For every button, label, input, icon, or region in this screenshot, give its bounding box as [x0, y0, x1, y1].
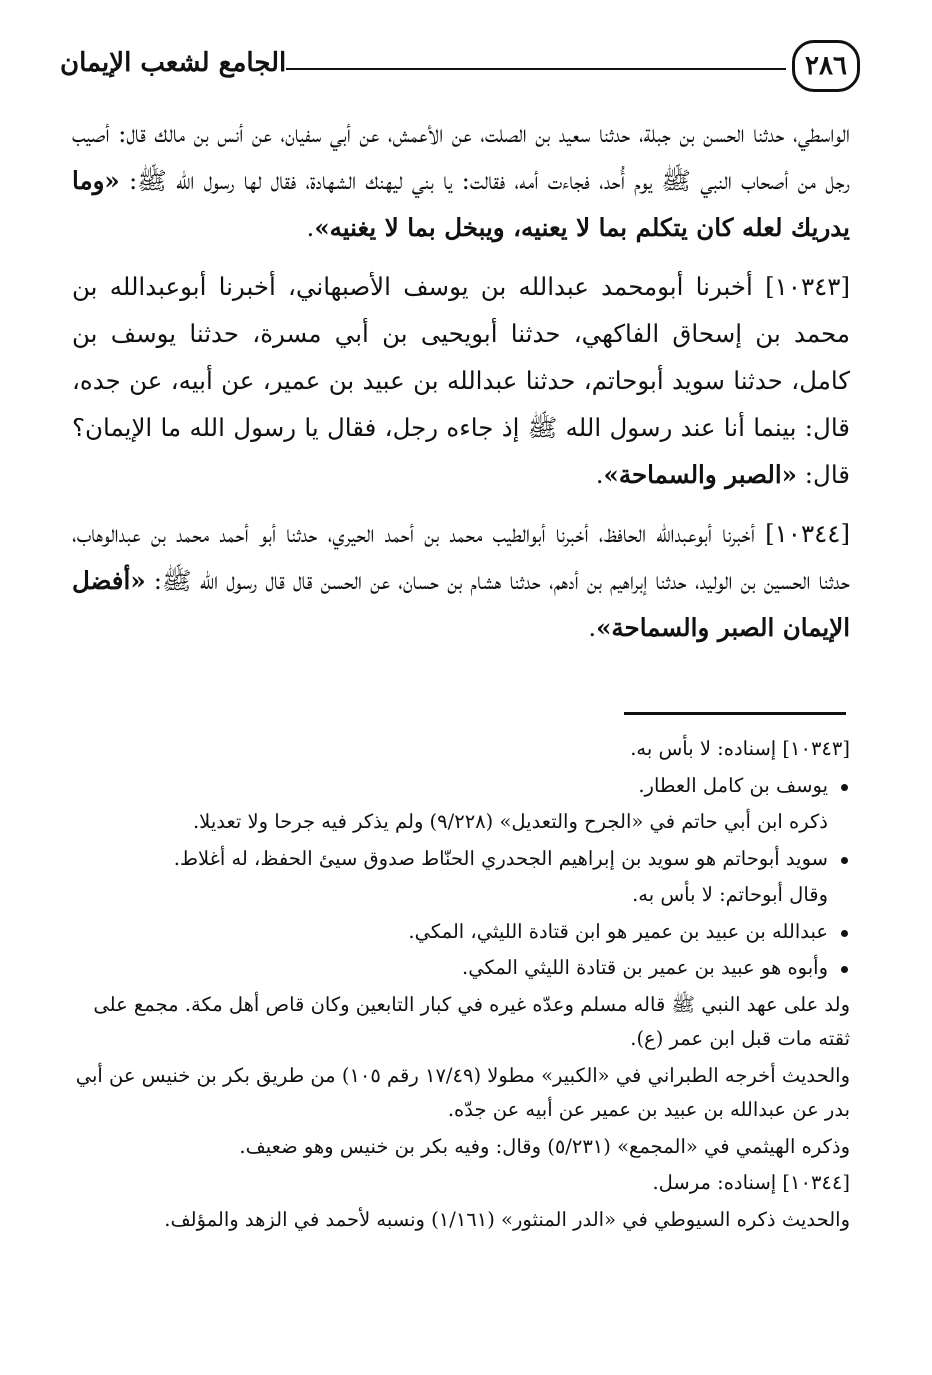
footnote-bullet	[72, 951, 850, 986]
paragraph-hadith-10343	[72, 263, 850, 498]
hadith-quote: «الصبر والسماحة»	[603, 460, 797, 489]
paragraph-hadith-10344	[72, 510, 850, 651]
hadith-end: .	[595, 460, 604, 489]
footnotes	[72, 732, 850, 1239]
footnote-bullet	[72, 769, 850, 804]
hadith-text: [١٠٣٤٣] أخبرنا أبومحمد عبدالله بن يوسف الأصبهاني، أخبرنا أبوعبدالله بن محمد بن إسحاق الفاكهي، حدثنا أبويحيى بن أبي مسرة، حدثنا يوسف بن كامل، حدثنا سويد أبوحاتم، حدثنا عبدالله بن عبيد بن عمير، عن أبيه، عن جده، قال: بينما أنا عند رسول الله ﷺ إذ جاءه رجل، فقال يا رسول الله ما الإيمان؟ قال:	[72, 272, 850, 489]
footnote-paragraph: والحديث أخرجه الطبراني في «الكبير» مطولا (١٧/٤٩ رقم ١٠٥) من طريق بكر بن خنيس عن أبي بدر عن عبدالله بن عبيد بن عمير عن أبيه عن جدّه.	[75, 1063, 850, 1121]
bullet-text: يوسف بن كامل العطار.	[638, 773, 828, 797]
hadith-text: الواسطي، حدثنا الحسن بن جبلة، حدثنا سعيد بن الصلت، عن الأعمش، عن أبي سفيان، عن أنس بن مالك قال: أصيب رجل من أصحاب النبي ﷺ يوم أُحد، فجاءت أمه، فقالت: يا بني ليهنك الشهادة، فقال لها رسول الله ﷺ:	[72, 119, 850, 195]
footnote-separator	[624, 712, 846, 715]
footnote-paragraph: ولد على عهد النبي ﷺ قاله مسلم وعدّه غيره في كبار التابعين وكان قاص أهل مكة. مجمع على ثقته مات قبل ابن عمر (ع).	[93, 992, 850, 1050]
running-title: الجامع لشعب الإيمان	[60, 48, 287, 78]
bullet-text: وأبوه هو عبيد بن عمير بن قتادة الليثي المكي.	[462, 956, 828, 979]
hadith-end: .	[588, 613, 597, 642]
bullet-text: عبدالله بن عبيد بن عمير هو ابن قتادة الليثي، المكي.	[408, 919, 828, 943]
bullet-icon	[841, 966, 848, 973]
bullet-icon	[841, 930, 848, 937]
bullet-icon	[841, 784, 848, 791]
main-text	[72, 110, 850, 663]
paragraph-hadith-1	[72, 110, 850, 251]
page-number: ٢٨٦	[792, 40, 860, 92]
hadith-end: .	[306, 213, 315, 242]
footnote-paragraph: والحديث ذكره السيوطي في «الدر المنثور» (١/١٦١) ونسبه لأحمد في الزهد والمؤلف.	[164, 1207, 850, 1231]
footnote-10344-heading: [١٠٣٤٤] إسناده: مرسل.	[652, 1171, 850, 1194]
bullet-text: سويد أبوحاتم هو سويد بن إبراهيم الجحدري الحنّاط صدوق سيئ الحفظ، له أغلاط.	[173, 846, 828, 870]
header-rule	[286, 68, 786, 70]
hadith-text: [١٠٣٤٤] أخبرنا أبوعبدالله الحافظ، أخبرنا أبوالطيب محمد بن أحمد الحيري، حدثنا أبو أحمد محمد بن عبدالوهاب، حدثنا الحسين بن الوليد، حدثنا إبراهيم بن أدهم، حدثنا هشام بن حسان، عن الحسن قال قال رسول الله ﷺ:	[72, 519, 850, 595]
footnote-bullet	[72, 915, 850, 950]
footnote-paragraph: وذكره الهيثمي في «المجمع» (٥/٢٣١) وقال: وفيه بكر بن خنيس وهو ضعيف.	[239, 1134, 850, 1158]
bullet-icon	[841, 857, 848, 864]
footnote-subline: وقال أبوحاتم: لا بأس به.	[632, 883, 828, 906]
footnote-10343-heading: [١٠٣٤٣] إسناده: لا بأس به.	[630, 737, 850, 760]
page-header	[60, 30, 860, 110]
hadith-quote: «أفضل الإيمان الصبر والسماحة»	[72, 566, 850, 642]
hadith-quote: «وما يدريك لعله كان يتكلم بما لا يعنيه، ويبخل بما لا يغنيه»	[72, 166, 850, 242]
footnote-bullet	[72, 842, 850, 877]
footnote-subline: ذكره ابن أبي حاتم في «الجرح والتعديل» (٩/٢٢٨) ولم يذكر فيه جرحا ولا تعديلا.	[192, 810, 828, 833]
